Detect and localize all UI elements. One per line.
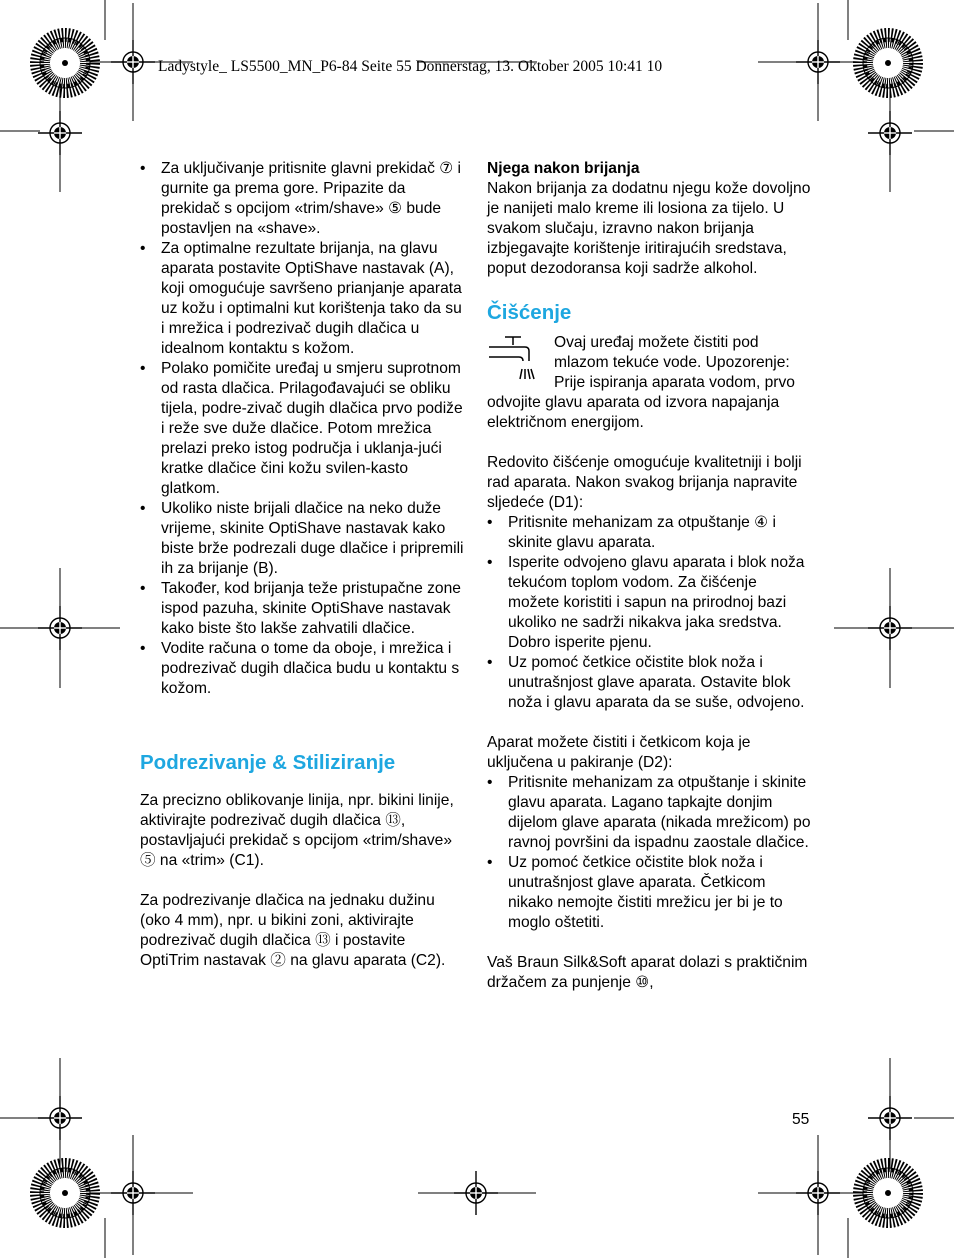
list-item: • Ukoliko niste brijali dlačice na neko duže vrijeme, skinite OptiShave nastavak kako biste brže podrezali duge dlačice i pripremili ih za brijanje (B). xyxy=(140,499,465,579)
list-item: • Polako pomičite uređaj u smjeru suprotnom od rasta dlačica. Prilagođavajući se obliku tijela, podre-zivač dugih dlačica prvo podiže i reže sve duže dlačice. Potom mrežica prelazi preko istog područja i uklanja-jući kratke dlačice čini kožu svilen-kasto glatkom. xyxy=(140,359,465,499)
section-heading-cleaning: Čišćenje xyxy=(487,301,572,324)
section-heading-trimming: Podrezivanje & Stiliziranje xyxy=(140,751,396,774)
cleaning-d1-list xyxy=(487,513,812,713)
list-item: • Pritisnite mehanizam za otpuštanje i skinite glavu aparata. Lagano tapkajte donjim dijelom glave aparata (nikada mrežicom) po ravnoj površini da ispadnu zaostale dlačice. xyxy=(487,773,812,853)
subheading-aftercare: Njega nakon brijanja xyxy=(487,160,640,177)
paragraph: Aparat možete čistiti i četkicom koja je uključena u pakiranje (D2): xyxy=(487,734,751,771)
cleaning-intro-block xyxy=(487,333,812,433)
cleaning-d2-list xyxy=(487,773,812,933)
list-item: • Za uključivanje pritisnite glavni prekidač ⑦ i gurnite ga prema gore. Pripazite da prekidač s opcijom «trim/shave» ⑤ bude postavljen na «shave». xyxy=(140,159,465,239)
list-item: • Isperite odvojeno glavu aparata i blok noža tekućom toplom vodom. Za čišćenje možete koristiti i sapun na prirodnoj bazi ukoliko ne sadrži nikakva jaka sredstva. Dobro isperite pjenu. xyxy=(487,553,812,653)
list-item: • Uz pomoć četkice očistite blok noža i unutrašnjost glave aparata. Ostavite blok noža i glavu aparata da se suše, odvojeno. xyxy=(487,653,812,713)
shaving-instructions-list xyxy=(140,159,465,699)
water-tap-icon xyxy=(487,335,545,383)
left-column xyxy=(140,159,465,971)
paragraph: Nakon brijanja za dodatnu njegu kože dovoljno je nanijeti malo kreme ili losiona za tijelo. U svakom slučaju, izravno nakon brijanja izbjegavajte korištenje iritirajućih sredstava, poput dezodoransa koji sadrže alkohol. xyxy=(487,180,811,277)
paragraph: Za podrezivanje dlačica na jednaku dužinu (oko 4 mm), npr. u bikini zoni, aktivirajte podrezivač dugih dlačica ⑬ i postavite OptiTrim nastavak ② na glavu aparata (C2). xyxy=(140,892,446,969)
list-item: • Uz pomoć četkice očistite blok noža i unutrašnjost glave aparata. Četkicom nikako nemojte čistiti mrežicu jer bi je to moglo oštetiti. xyxy=(487,853,812,933)
paragraph: Za precizno oblikovanje linija, npr. bikini linije, aktivirajte podrezivač dugih dlačica ⑬, postavljajući prekidač s opcijom «trim/shave» ⑤ na «trim» (C1). xyxy=(140,792,454,869)
list-item: • Također, kod brijanja teže pristupačne zone ispod pazuha, skinite OptiShave nastavak kako biste što lakše zahvatili dlačice. xyxy=(140,579,465,639)
list-item: • Pritisnite mehanizam za otpuštanje ④ i skinite glavu aparata. xyxy=(487,513,812,553)
print-header: Ladystyle_ LS5500_MN_P6-84 Seite 55 Donnerstag, 13. Oktober 2005 10:41 10 xyxy=(158,58,663,75)
paragraph: Vaš Braun Silk&Soft aparat dolazi s praktičnim držačem za punjenje ⑩, xyxy=(487,954,808,991)
paragraph: Ovaj uređaj možete čistiti pod mlazom tekuće vode. Upozorenje: Prije ispiranja aparata vodom, prvo odvojite glavu aparata od izvora napajanja električnom energijom. xyxy=(487,334,795,431)
right-column xyxy=(487,159,812,993)
page-number: 55 xyxy=(792,1111,810,1128)
list-item: • Vodite računa o tome da oboje, i mrežica i podrezivač dugih dlačica budu u kontaktu s kožom. xyxy=(140,639,465,699)
paragraph: Redovito čišćenje omogućuje kvalitetniji i bolji rad aparata. Nakon svakog brijanja napravite sljedeće (D1): xyxy=(487,454,802,511)
list-item: • Za optimalne rezultate brijanja, na glavu aparata postavite OptiShave nastavak (A), koji omogućuje savršeno prianjanje aparata uz kožu i optimalni kut korištenja tako da su i mrežica i podrezivač dugih dlačica u idealnom kontaktu s kožom. xyxy=(140,239,465,359)
